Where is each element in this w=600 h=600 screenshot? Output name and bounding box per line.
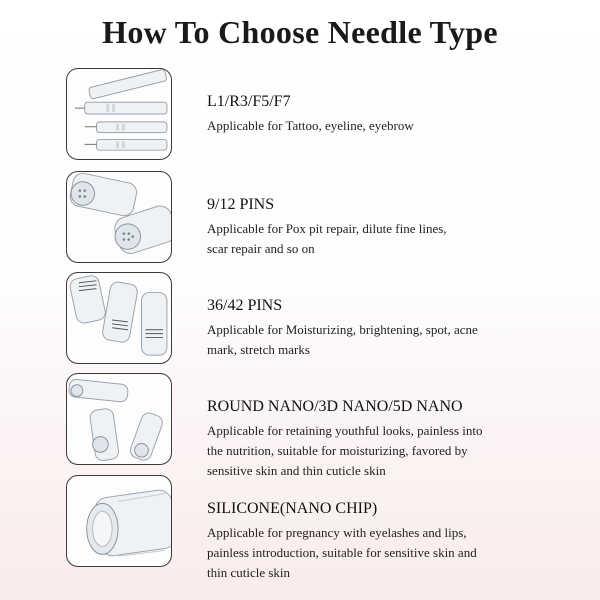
needle-cartridge-icon bbox=[67, 374, 171, 464]
needle-type-row bbox=[66, 171, 596, 267]
needle-cartridge-icon bbox=[67, 273, 171, 363]
description-line: the nutrition, suitable for moisturizing, favored by bbox=[207, 443, 468, 458]
needle-type-row bbox=[66, 475, 596, 580]
needle-cartridge-image bbox=[66, 272, 172, 364]
description-line: scar repair and so on bbox=[207, 241, 315, 256]
description-line: thin cuticle skin bbox=[207, 565, 291, 580]
description-line: Applicable for retaining youthful looks, painless into bbox=[207, 423, 483, 438]
description-line: Applicable for Pox pit repair, dilute fine lines, bbox=[207, 221, 447, 236]
page-title: How To Choose Needle Type bbox=[102, 14, 498, 50]
needle-type-name: 9/12 PINS bbox=[207, 196, 275, 213]
needle-type-description bbox=[207, 219, 557, 259]
needle-cartridge-image bbox=[66, 171, 172, 263]
description-line: painless introduction, suitable for sensitive skin and bbox=[207, 545, 477, 560]
needle-type-name: L1/R3/F5/F7 bbox=[207, 93, 291, 110]
needle-cartridge-image bbox=[66, 373, 172, 465]
nano-chip-cartridge-icon bbox=[67, 476, 171, 566]
needle-cartridge-image bbox=[66, 68, 172, 160]
description-line: Applicable for Moisturizing, brightening, spot, acne bbox=[207, 322, 478, 337]
needle-cartridge-image bbox=[66, 475, 172, 567]
needle-cartridge-icon bbox=[67, 172, 171, 262]
description-line: Applicable for pregnancy with eyelashes and lips, bbox=[207, 525, 467, 540]
needle-type-name: ROUND NANO/3D NANO/5D NANO bbox=[207, 398, 463, 415]
needle-cartridge-icon bbox=[67, 69, 171, 159]
needle-type-name: 36/42 PINS bbox=[207, 297, 283, 314]
needle-type-description bbox=[207, 421, 557, 481]
description-line: sensitive skin and thin cuticle skin bbox=[207, 463, 386, 478]
needle-type-row bbox=[66, 373, 596, 478]
needle-type-description bbox=[207, 523, 557, 583]
needle-type-row bbox=[66, 68, 596, 164]
description-line: mark, stretch marks bbox=[207, 342, 310, 357]
description-line: Applicable for Tattoo, eyeline, eyebrow bbox=[207, 118, 414, 133]
needle-type-description bbox=[207, 320, 557, 360]
needle-type-name: SILICONE(NANO CHIP) bbox=[207, 500, 378, 517]
needle-type-row bbox=[66, 272, 596, 368]
needle-type-description bbox=[207, 116, 557, 136]
